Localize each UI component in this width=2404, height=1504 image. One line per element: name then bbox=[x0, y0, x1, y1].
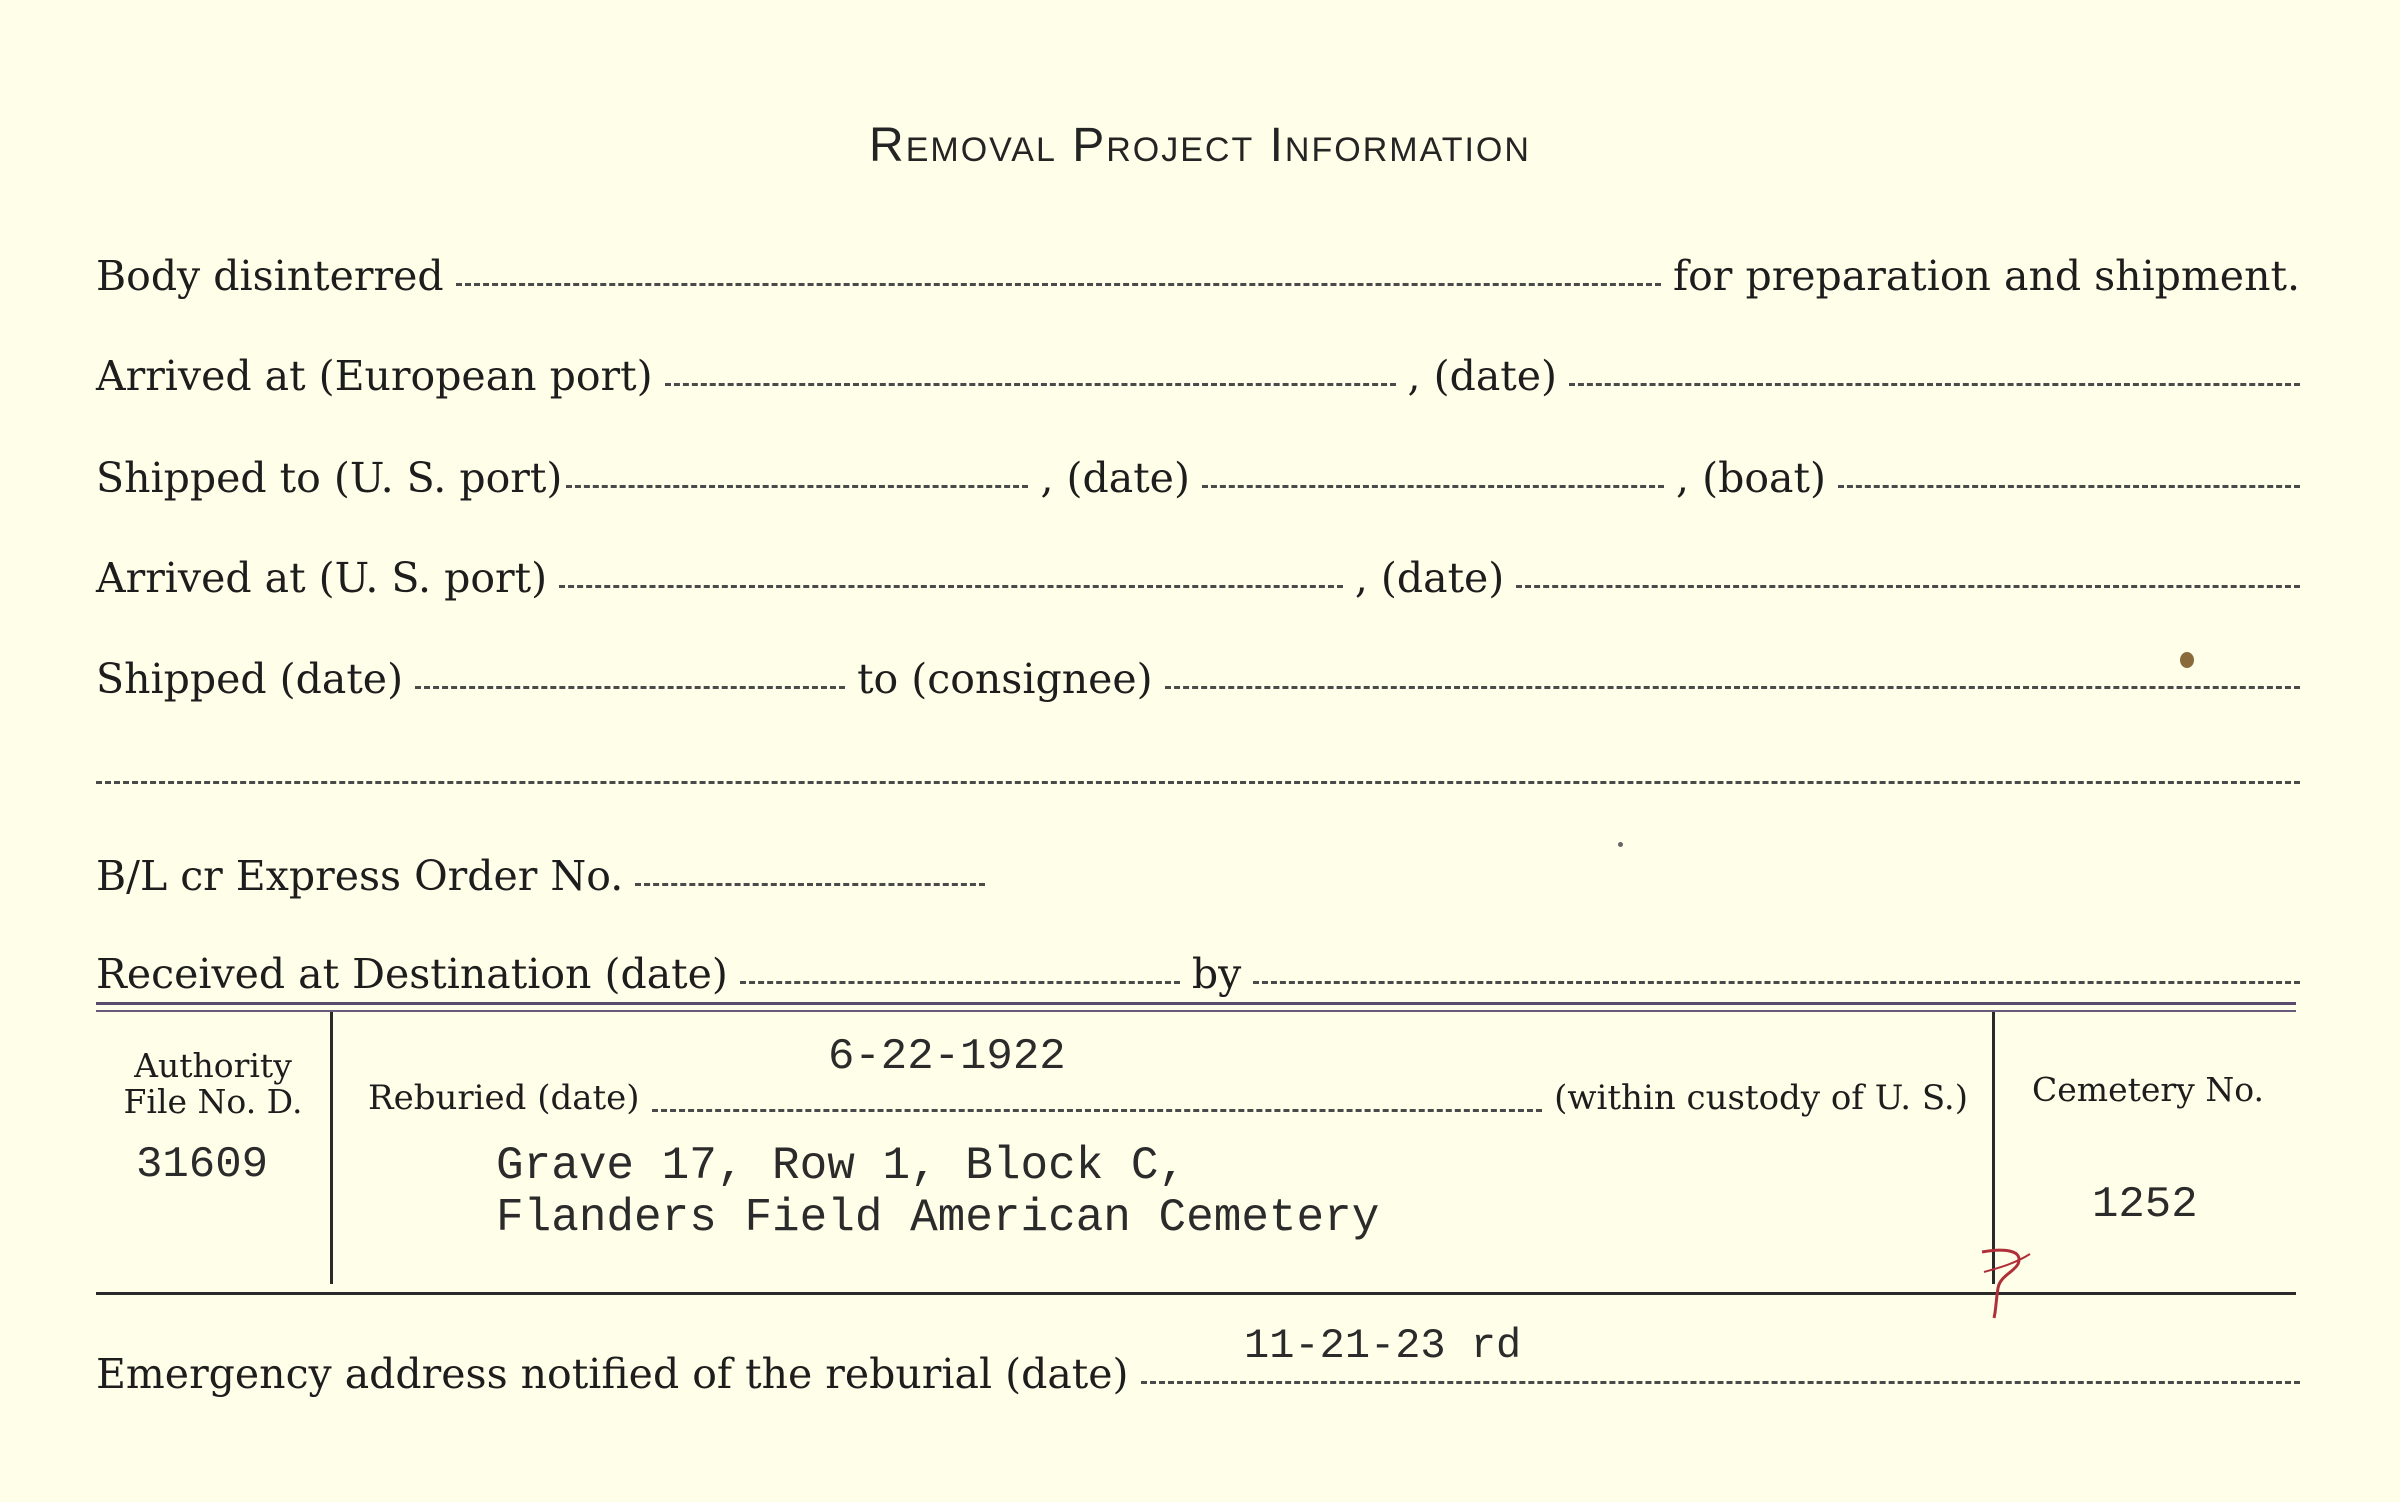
shipped-us-boat-label: , (boat) bbox=[1676, 454, 1826, 502]
received-label: Received at Destination (date) bbox=[96, 950, 728, 998]
stain-speck bbox=[2180, 652, 2194, 668]
bl-order-label: B/L cr Express Order No. bbox=[96, 852, 624, 900]
arrived-european-date-label: , (date) bbox=[1407, 352, 1558, 400]
custody-label: (within custody of U. S.) bbox=[1554, 1078, 1968, 1118]
row-consignee-continued bbox=[96, 738, 2300, 798]
section-rule-bottom bbox=[96, 1292, 2296, 1295]
body-disinterred-field[interactable] bbox=[456, 283, 1661, 286]
row-reburied bbox=[368, 1062, 1968, 1122]
row-bl-order bbox=[96, 840, 2300, 900]
section-rule-top bbox=[96, 1002, 2296, 1005]
grave-location-line2: Flanders Field American Cemetery bbox=[496, 1192, 1380, 1244]
reburial-section bbox=[96, 1012, 2296, 1292]
row-body-disinterred bbox=[96, 240, 2300, 300]
row-received-destination bbox=[96, 938, 2300, 998]
grave-location-line1: Grave 17, Row 1, Block C, bbox=[496, 1140, 1187, 1192]
shipped-date-field[interactable] bbox=[415, 686, 845, 689]
form-title: Removal Project Information bbox=[869, 119, 1531, 172]
row-shipped-date bbox=[96, 643, 2300, 703]
reburied-date-value: 6-22-1922 bbox=[828, 1032, 1066, 1082]
shipped-us-date-field[interactable] bbox=[1202, 485, 1664, 488]
received-date-field[interactable] bbox=[740, 981, 1180, 984]
authority-label-line2: File No. D. bbox=[123, 1082, 303, 1121]
emergency-date-value: 11-21-23 rd bbox=[1244, 1322, 1522, 1370]
dust-speck bbox=[1618, 842, 1623, 847]
authority-file-number: 31609 bbox=[136, 1140, 269, 1190]
consignee-label: to (consignee) bbox=[857, 655, 1153, 703]
cemetery-label: Cemetery No. bbox=[2032, 1070, 2264, 1109]
arrived-us-date-label: , (date) bbox=[1354, 554, 1505, 602]
bl-order-field[interactable] bbox=[635, 883, 985, 886]
authority-label bbox=[96, 1048, 330, 1120]
authority-label-line1: Authority bbox=[134, 1046, 292, 1085]
cemetery-number: 1252 bbox=[2092, 1180, 2198, 1230]
emergency-label: Emergency address notified of the reburial (date) bbox=[96, 1350, 1129, 1398]
reburied-date-field[interactable] bbox=[652, 1109, 1543, 1112]
reburied-label: Reburied (date) bbox=[368, 1078, 640, 1118]
shipped-us-date-label: , (date) bbox=[1040, 454, 1190, 502]
arrived-us-field[interactable] bbox=[559, 585, 1343, 588]
arrived-us-label: Arrived at (U. S. port) bbox=[96, 554, 548, 602]
body-disinterred-label: Body disinterred bbox=[96, 252, 444, 300]
row-arrived-us bbox=[96, 542, 2300, 602]
consignee-continued-field[interactable] bbox=[96, 781, 2300, 784]
body-disinterred-suffix: for preparation and shipment. bbox=[1672, 252, 2300, 300]
shipped-us-label: Shipped to (U. S. port) bbox=[96, 454, 563, 502]
arrived-european-date-field[interactable] bbox=[1569, 383, 2300, 386]
divider-left bbox=[330, 1012, 333, 1284]
shipped-date-label: Shipped (date) bbox=[96, 655, 404, 703]
emergency-date-field[interactable] bbox=[1141, 1381, 2300, 1384]
shipped-us-field[interactable] bbox=[566, 485, 1028, 488]
row-emergency bbox=[96, 1338, 2300, 1398]
consignee-field[interactable] bbox=[1165, 686, 2300, 689]
row-arrived-european bbox=[96, 340, 2300, 400]
by-label: by bbox=[1191, 950, 1242, 998]
red-check-mark bbox=[1974, 1242, 2034, 1322]
shipped-us-boat-field[interactable] bbox=[1838, 485, 2300, 488]
row-shipped-us bbox=[96, 442, 2300, 502]
received-by-field[interactable] bbox=[1253, 981, 2300, 984]
arrived-european-label: Arrived at (European port) bbox=[96, 352, 653, 400]
arrived-european-field[interactable] bbox=[665, 383, 1396, 386]
arrived-us-date-field[interactable] bbox=[1516, 585, 2300, 588]
